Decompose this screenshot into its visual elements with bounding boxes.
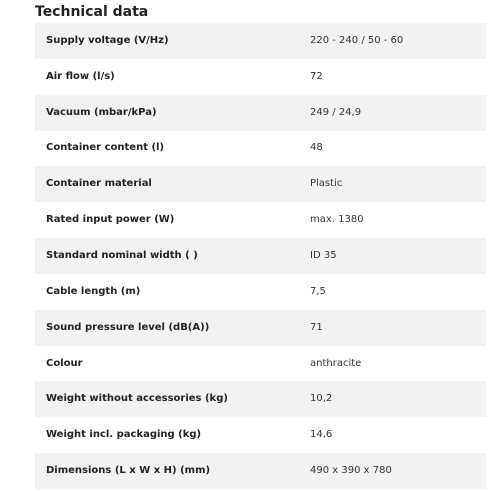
spec-value: anthracite bbox=[310, 346, 486, 382]
spec-row-sound-pressure bbox=[35, 310, 486, 346]
spec-label: Weight incl. packaging (kg) bbox=[35, 417, 310, 453]
spec-row-colour bbox=[35, 346, 486, 382]
section-title: Technical data bbox=[35, 4, 149, 20]
spec-label: Vacuum (mbar/kPa) bbox=[35, 95, 310, 131]
spec-row-rated-input-power bbox=[35, 202, 486, 238]
spec-value: 14,6 bbox=[310, 417, 486, 453]
spec-label: Container content (l) bbox=[35, 131, 310, 167]
spec-row-container-material bbox=[35, 166, 486, 202]
spec-value: 48 bbox=[310, 131, 486, 167]
spec-label: Rated input power (W) bbox=[35, 202, 310, 238]
spec-label: Colour bbox=[35, 346, 310, 382]
spec-value: 249 / 24,9 bbox=[310, 95, 486, 131]
spec-label: Standard nominal width ( ) bbox=[35, 238, 310, 274]
spec-label: Dimensions (L x W x H) (mm) bbox=[35, 453, 310, 489]
spec-value: 7,5 bbox=[310, 274, 486, 310]
spec-row-nominal-width bbox=[35, 238, 486, 274]
spec-label: Sound pressure level (dB(A)) bbox=[35, 310, 310, 346]
spec-label: Supply voltage (V/Hz) bbox=[35, 23, 310, 59]
spec-row-container-content bbox=[35, 131, 486, 167]
spec-row-air-flow bbox=[35, 59, 486, 95]
spec-label: Container material bbox=[35, 166, 310, 202]
spec-value: ID 35 bbox=[310, 238, 486, 274]
spec-row-weight-incl-packaging bbox=[35, 417, 486, 453]
spec-label: Weight without accessories (kg) bbox=[35, 381, 310, 417]
technical-data-table bbox=[35, 23, 486, 489]
spec-value: 220 - 240 / 50 - 60 bbox=[310, 23, 486, 59]
spec-value: 10,2 bbox=[310, 381, 486, 417]
spec-row-weight-without-accessories bbox=[35, 381, 486, 417]
spec-value: 490 x 390 x 780 bbox=[310, 453, 486, 489]
spec-value: 72 bbox=[310, 59, 486, 95]
technical-data-rows bbox=[35, 23, 486, 489]
spec-row-cable-length bbox=[35, 274, 486, 310]
spec-row-supply-voltage bbox=[35, 23, 486, 59]
spec-label: Cable length (m) bbox=[35, 274, 310, 310]
spec-value: 71 bbox=[310, 310, 486, 346]
spec-value: max. 1380 bbox=[310, 202, 486, 238]
spec-label: Air flow (l/s) bbox=[35, 59, 310, 95]
spec-value: Plastic bbox=[310, 166, 486, 202]
spec-row-vacuum bbox=[35, 95, 486, 131]
spec-row-dimensions bbox=[35, 453, 486, 489]
